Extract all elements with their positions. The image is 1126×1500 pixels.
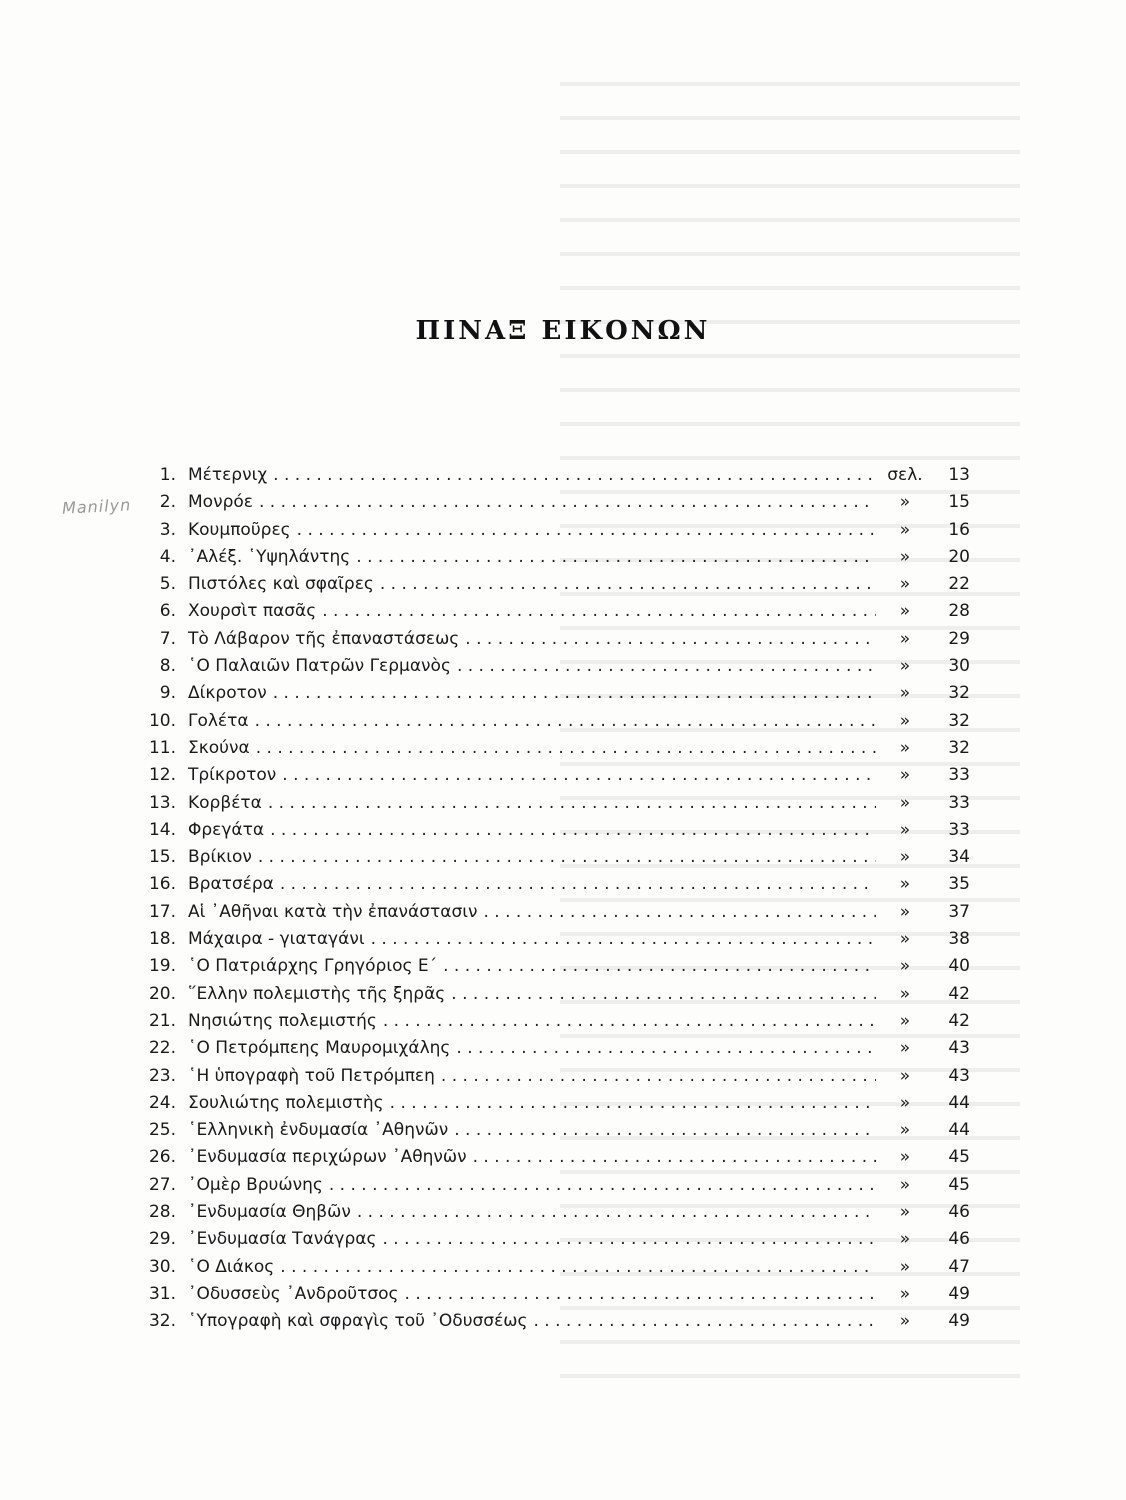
- entry-number: 11.: [148, 737, 176, 758]
- entry-title: Δίκροτον: [188, 683, 267, 704]
- entry-number: 27.: [148, 1174, 176, 1195]
- entry-number: 24.: [148, 1092, 176, 1113]
- entry-page-number: 47: [948, 1256, 970, 1277]
- page-ref-marker: »: [899, 1202, 911, 1223]
- toc-entry: [130, 1254, 970, 1281]
- dot-leader: [473, 1144, 876, 1171]
- entry-number: 2.: [159, 492, 176, 513]
- entry-title: Χουρσὶτ πασᾶς: [188, 601, 317, 622]
- dot-leader: [273, 680, 876, 707]
- entry-number: 20.: [148, 983, 176, 1004]
- page-ref-marker: »: [899, 792, 911, 813]
- entry-number: 26.: [148, 1147, 176, 1168]
- entry-number: 1.: [159, 465, 176, 485]
- entry-page-number: 49: [948, 1311, 970, 1332]
- page-ref-marker: »: [899, 1311, 911, 1332]
- entry-title: Γολέτα: [188, 710, 249, 731]
- entry-page-number: 33: [948, 792, 970, 813]
- toc-entry: [130, 1144, 970, 1171]
- dot-leader: [484, 899, 877, 926]
- page-ref-marker: »: [899, 1283, 911, 1304]
- toc-entry: [130, 598, 970, 625]
- page-ref-marker: »: [899, 546, 911, 567]
- dot-leader: [273, 462, 876, 489]
- dot-leader: [270, 817, 876, 844]
- entry-title: ῾Υπογραφὴ καὶ σφραγὶς τοῦ ᾿Οδυσσέως: [188, 1311, 528, 1332]
- entry-title: ᾿Ενδυμασία Τανάγρας: [188, 1229, 377, 1250]
- entry-number: 10.: [148, 710, 176, 731]
- entry-number: 9.: [159, 683, 176, 704]
- list-of-illustrations: [130, 462, 970, 1336]
- page-ref-marker: »: [899, 765, 911, 786]
- entry-title: Κουμποῦρες: [188, 519, 291, 540]
- entry-number: 25.: [148, 1120, 176, 1141]
- entry-title: Τρίκροτον: [188, 765, 277, 786]
- toc-entry: [130, 1063, 970, 1090]
- page-ref-marker: »: [899, 874, 911, 895]
- dot-leader: [258, 844, 876, 871]
- entry-number: 17.: [148, 901, 176, 922]
- dot-leader: [282, 762, 876, 789]
- entry-page-number: 46: [948, 1202, 970, 1223]
- entry-page-number: 43: [948, 1038, 970, 1059]
- entry-page-number: 43: [948, 1065, 970, 1086]
- entry-page-number: 29: [948, 628, 970, 649]
- entry-page-number: 46: [948, 1229, 970, 1250]
- entry-page-number: 13: [948, 465, 970, 485]
- dot-leader: [457, 653, 876, 680]
- entry-number: 21.: [148, 1010, 176, 1031]
- toc-entry: [130, 680, 970, 707]
- entry-title: ῾Ο Διάκος: [188, 1256, 275, 1277]
- entry-title: ᾿Οδυσσεὺς ᾿Ανδροῦτσος: [188, 1283, 399, 1304]
- toc-entry: [130, 871, 970, 898]
- toc-entry: [130, 1172, 970, 1199]
- entry-page-number: 30: [948, 656, 970, 677]
- dot-leader: [456, 1035, 876, 1062]
- toc-entry: [130, 571, 970, 598]
- page-ref-marker: »: [899, 1092, 911, 1113]
- entry-page-number: 44: [948, 1120, 970, 1141]
- entry-title: ῾Ο Παλαιῶν Πατρῶν Γερμανὸς: [188, 656, 451, 677]
- entry-number: 23.: [148, 1065, 176, 1086]
- toc-entry: [130, 735, 970, 762]
- entry-title: Τὸ Λάβαρον τῆς ἐπαναστάσεως: [188, 628, 460, 649]
- page-ref-marker: »: [899, 819, 911, 840]
- entry-title: Νησιώτης πολεμιστής: [188, 1010, 377, 1031]
- dot-leader: [380, 571, 876, 598]
- entry-page-number: 40: [948, 956, 970, 977]
- entry-page-number: 42: [948, 1010, 970, 1031]
- page-ref-marker: »: [899, 737, 911, 758]
- page-ref-marker: »: [899, 1120, 911, 1141]
- toc-entry: [130, 1035, 970, 1062]
- page-ref-marker: »: [899, 983, 911, 1004]
- page-ref-marker: »: [899, 656, 911, 677]
- dot-leader: [451, 981, 876, 1008]
- toc-entry: [130, 817, 970, 844]
- toc-entry: [130, 489, 970, 516]
- entry-page-number: 42: [948, 983, 970, 1004]
- entry-number: 14.: [148, 819, 176, 840]
- page-ref-marker: »: [899, 492, 911, 513]
- dot-leader: [329, 1172, 876, 1199]
- entry-title: ᾿Ομὲρ Βρυώνης: [188, 1174, 323, 1195]
- entry-number: 19.: [148, 956, 176, 977]
- entry-number: 4.: [159, 546, 176, 567]
- dot-leader: [297, 517, 876, 544]
- dot-leader: [280, 1254, 876, 1281]
- entry-title: Σουλιώτης πολεμιστὴς: [188, 1092, 384, 1113]
- toc-entry: [130, 1226, 970, 1253]
- toc-entry: [130, 1008, 970, 1035]
- entry-title: ῾Ο Πετρόμπεης Μαυρομιχάλης: [188, 1038, 451, 1059]
- entry-number: 7.: [159, 628, 176, 649]
- entry-number: 12.: [148, 765, 176, 786]
- toc-entry: [130, 653, 970, 680]
- entry-page-number: 45: [948, 1147, 970, 1168]
- dot-leader: [405, 1281, 876, 1308]
- entry-page-number: 33: [948, 765, 970, 786]
- page-ref-marker: »: [899, 601, 911, 622]
- entry-page-number: 20: [948, 546, 970, 567]
- entry-title: ῾Ελληνικὴ ἐνδυμασία ᾿Αθηνῶν: [188, 1120, 449, 1141]
- entry-title: Κορβέτα: [188, 792, 262, 813]
- page-ref-marker: »: [899, 710, 911, 731]
- entry-title: Αἱ ᾿Αθῆναι κατὰ τὴν ἐπανάστασιν: [188, 901, 478, 922]
- dot-leader: [280, 871, 876, 898]
- dot-leader: [356, 544, 876, 571]
- entry-number: 18.: [148, 929, 176, 950]
- entry-page-number: 32: [948, 737, 970, 758]
- entry-title: ῾Η ὑπογραφὴ τοῦ Πετρόμπεη: [188, 1065, 435, 1086]
- entry-number: 28.: [148, 1202, 176, 1223]
- entry-number: 16.: [148, 874, 176, 895]
- toc-entry: [130, 926, 970, 953]
- page-ref-marker: »: [899, 901, 911, 922]
- dot-leader: [357, 1199, 876, 1226]
- toc-entry: [130, 790, 970, 817]
- page-ref-marker: »: [899, 1038, 911, 1059]
- entry-title: ῞Ελλην πολεμιστὴς τῆς ξηρᾶς: [188, 983, 446, 1004]
- page-ref-marker: »: [899, 1229, 911, 1250]
- entry-number: 32.: [148, 1311, 176, 1332]
- dot-leader: [322, 598, 876, 625]
- toc-entry: [130, 462, 970, 489]
- toc-entry: [130, 953, 970, 980]
- entry-title: Μονρόε: [188, 492, 253, 513]
- dot-leader: [259, 489, 876, 516]
- entry-page-number: 49: [948, 1283, 970, 1304]
- page-ref-marker: »: [899, 1065, 911, 1086]
- entry-number: 13.: [148, 792, 176, 813]
- entry-title: Μέτερνιχ: [188, 465, 268, 485]
- toc-entry: [130, 1308, 970, 1335]
- entry-page-number: 22: [948, 574, 970, 595]
- dot-leader: [268, 790, 876, 817]
- entry-page-number: 37: [948, 901, 970, 922]
- page-title: ΠΙΝΑΞ ΕΙΚΟΝΩΝ: [415, 316, 711, 346]
- entry-number: 3.: [159, 519, 176, 540]
- toc-entry: [130, 544, 970, 571]
- dot-leader: [382, 1226, 876, 1253]
- page-ref-marker: »: [899, 574, 911, 595]
- entry-title: ῾Ο Πατριάρχης Γρηγόριος Ε΄: [188, 956, 438, 977]
- toc-entry: [130, 844, 970, 871]
- entry-title: ᾿Ενδυμασία περιχώρων ᾿Αθηνῶν: [188, 1147, 467, 1168]
- dot-leader: [256, 735, 876, 762]
- dot-leader: [371, 926, 876, 953]
- page-ref-marker: »: [899, 847, 911, 868]
- entry-page-number: 38: [948, 929, 970, 950]
- page-ref-marker: »: [899, 628, 911, 649]
- toc-entry: [130, 708, 970, 735]
- entry-page-number: 16: [948, 519, 970, 540]
- entry-title: Βρίκιον: [188, 847, 252, 868]
- entry-title: ᾿Ενδυμασία Θηβῶν: [188, 1202, 351, 1223]
- entry-title: Μάχαιρα - γιαταγάνι: [188, 929, 365, 950]
- page-ref-marker: »: [899, 1147, 911, 1168]
- toc-entry: [130, 1281, 970, 1308]
- entry-number: 15.: [148, 847, 176, 868]
- toc-entry: [130, 1199, 970, 1226]
- entry-number: 6.: [159, 601, 176, 622]
- entry-title: Πιστόλες καὶ σφαῖρες: [188, 574, 374, 595]
- entry-number: 5.: [159, 574, 176, 595]
- entry-number: 8.: [159, 656, 176, 677]
- entry-title: Σκούνα: [188, 737, 250, 758]
- entry-page-number: 44: [948, 1092, 970, 1113]
- toc-entry: [130, 1090, 970, 1117]
- dot-leader: [383, 1008, 876, 1035]
- toc-entry: [130, 517, 970, 544]
- toc-entry: [130, 1117, 970, 1144]
- entry-title: ᾿Αλέξ. ῾Υψηλάντης: [188, 546, 351, 567]
- dot-leader: [533, 1308, 876, 1335]
- entry-title: Φρεγάτα: [188, 819, 265, 840]
- entry-number: 29.: [148, 1229, 176, 1250]
- page-ref-marker: »: [899, 519, 911, 540]
- entry-number: 30.: [148, 1256, 176, 1277]
- dot-leader: [465, 626, 876, 653]
- toc-entry: [130, 626, 970, 653]
- entry-page-number: 15: [948, 492, 970, 513]
- page-ref-marker: »: [899, 1010, 911, 1031]
- page-ref-marker: »: [899, 1174, 911, 1195]
- entry-page-number: 35: [948, 874, 970, 895]
- dot-leader: [255, 708, 876, 735]
- toc-entry: [130, 981, 970, 1008]
- entry-number: 31.: [148, 1283, 176, 1304]
- handwritten-margin-note: Manilyn: [61, 495, 132, 518]
- entry-page-number: 32: [948, 710, 970, 731]
- dot-leader: [390, 1090, 876, 1117]
- dot-leader: [441, 1063, 876, 1090]
- page-ref-marker: »: [899, 683, 911, 704]
- dot-leader: [443, 953, 876, 980]
- toc-entry: [130, 899, 970, 926]
- toc-entry: [130, 762, 970, 789]
- page-ref-marker: σελ.: [887, 465, 923, 485]
- entry-page-number: 28: [948, 601, 970, 622]
- dot-leader: [454, 1117, 876, 1144]
- page-ref-marker: »: [899, 929, 911, 950]
- entry-page-number: 33: [948, 819, 970, 840]
- entry-title: Βρατσέρα: [188, 874, 274, 895]
- page-ref-marker: »: [899, 1256, 911, 1277]
- entry-page-number: 32: [948, 683, 970, 704]
- entry-page-number: 45: [948, 1174, 970, 1195]
- entry-number: 22.: [148, 1038, 176, 1059]
- entry-page-number: 34: [948, 847, 970, 868]
- page-ref-marker: »: [899, 956, 911, 977]
